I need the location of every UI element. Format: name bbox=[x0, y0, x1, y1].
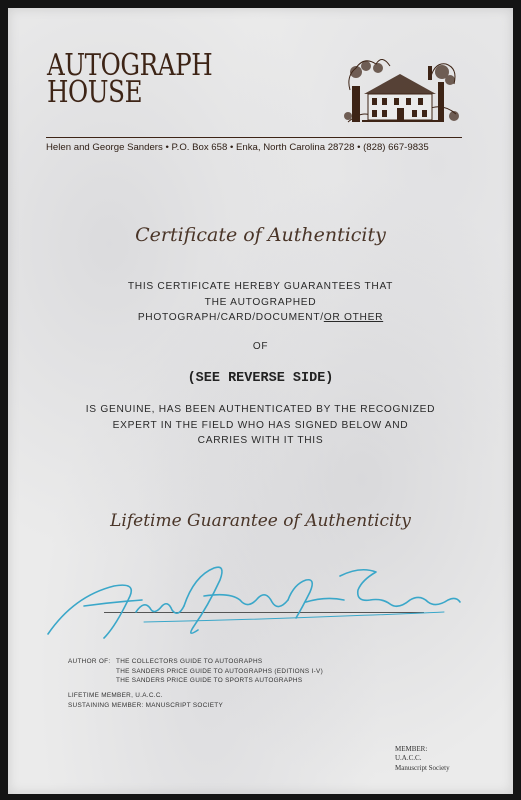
author-label: AUTHOR OF: bbox=[68, 658, 111, 665]
header-rule bbox=[46, 137, 462, 138]
certificate-title: Certificate of Authenticity bbox=[135, 224, 386, 246]
member-org-1: U.A.C.C. bbox=[395, 754, 422, 763]
item-type-other: OR OTHER bbox=[323, 312, 384, 323]
author-credits bbox=[68, 657, 323, 686]
book-title: THE SANDERS PRICE GUIDE TO AUTOGRAPHS (EDITIONS I-V) bbox=[116, 667, 323, 675]
guarantee-line-1: THIS CERTIFICATE HEREBY GUARANTEES THAT bbox=[127, 281, 394, 292]
address-line: Helen and George Sanders • P.O. Box 658 • Enka, North Carolina 28728 • (828) 667-9835 bbox=[46, 142, 429, 153]
house-illustration-icon bbox=[342, 50, 460, 132]
authenticated-line-3: CARRIES WITH IT THIS bbox=[197, 435, 324, 446]
memberships bbox=[68, 691, 223, 710]
logo-line-2: HOUSE bbox=[47, 75, 143, 110]
member-org-2: Manuscript Society bbox=[395, 763, 450, 772]
item-description: (SEE REVERSE SIDE) bbox=[187, 371, 334, 386]
of-text: OF bbox=[252, 341, 269, 352]
credits-row-1 bbox=[68, 657, 323, 667]
item-types: PHOTOGRAPH/CARD/DOCUMENT/ bbox=[137, 312, 324, 323]
authenticated-text bbox=[0, 402, 521, 449]
member-label: MEMBER: bbox=[395, 745, 428, 753]
member-badge bbox=[395, 745, 450, 773]
book-title: THE SANDERS PRICE GUIDE TO SPORTS AUTOGRAPHS bbox=[116, 677, 303, 685]
handwritten-signature bbox=[44, 556, 464, 646]
guarantee-line-3 bbox=[0, 310, 521, 326]
book-title: THE COLLECTORS GUIDE TO AUTOGRAPHS bbox=[116, 658, 263, 665]
credits-row-2 bbox=[68, 667, 323, 677]
lifetime-member-text: LIFETIME MEMBER, U.A.C.C. bbox=[68, 692, 163, 699]
authenticated-line-2: EXPERT IN THE FIELD WHO HAS SIGNED BELOW AND bbox=[112, 419, 409, 431]
guarantee-line-2: THE AUTOGRAPHED bbox=[204, 296, 317, 308]
logo-line-1: AUTOGRAPH bbox=[47, 48, 213, 83]
lifetime-guarantee-title: Lifetime Guarantee of Authenticity bbox=[110, 511, 411, 531]
autograph-house-logo bbox=[47, 48, 213, 110]
authenticated-line-1: IS GENUINE, HAS BEEN AUTHENTICATED BY THE RECOGNIZED bbox=[85, 404, 436, 415]
sustaining-member-text: SUSTAINING MEMBER: MANUSCRIPT SOCIETY bbox=[68, 701, 224, 709]
guarantee-text bbox=[0, 279, 521, 326]
credits-row-3 bbox=[68, 676, 323, 686]
